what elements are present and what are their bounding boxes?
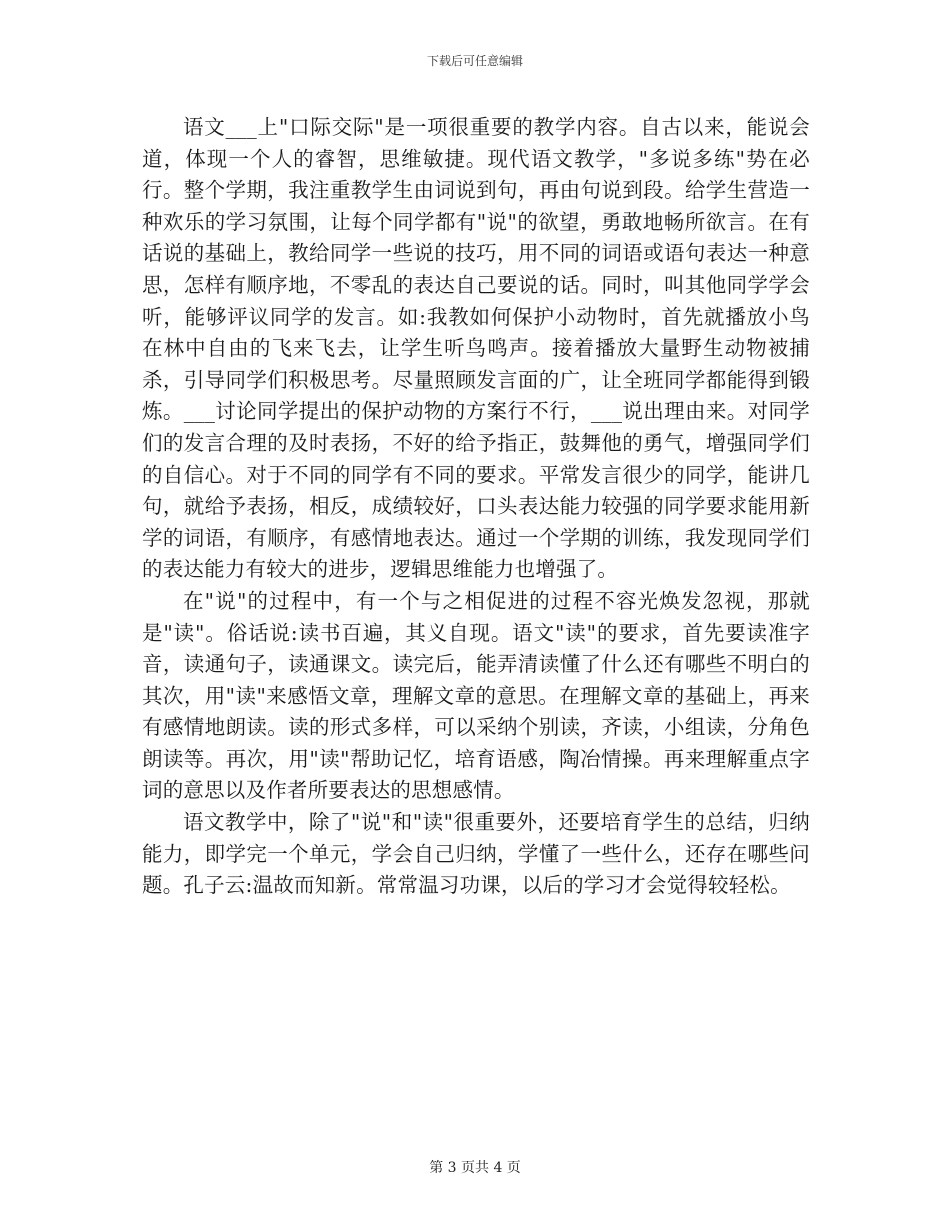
document-body <box>142 112 810 902</box>
paragraph-speaking: 语文___上"口际交际"是一项很重要的教学内容。自古以来，能说会道，体现一个人的睿智，思维敏捷。现代语文教学，"多说多练"势在必行。整个学期，我注重教学生由词说到句，再由句说到段。给学生营造一种欢乐的学习氛围，让每个同学都有"说"的欲望，勇敢地畅所欲言。在有话说的基础上，教给同学一些说的技巧，用不同的词语或语句表达一种意思，怎样有顺序地，不零乱的表达自己要说的话。同时，叫其他同学学会听，能够评议同学的发言。如:我教如何保护小动物时，首先就播放小鸟在林中自由的飞来飞去，让学生听鸟鸣声。接着播放大量野生动物被捕杀，引导同学们积极思考。尽量照顾发言面的广，让全班同学都能得到锻炼。___讨论同学提出的保护动物的方案行不行，___说出理由来。对同学们的发言合理的及时表扬，不好的给予指正，鼓舞他的勇气，增强同学们的自信心。对于不同的同学有不同的要求。平常发言很少的同学，能讲几句，就给予表扬，相反，成绩较好，口头表达能力较强的同学要求能用新学的词语，有顺序，有感情地表达。通过一个学期的训练，我发现同学们的表达能力有较大的进步，逻辑思维能力也增强了。 <box>142 115 810 582</box>
page-number-footer: 第 3 页共 4 页 <box>429 1160 521 1176</box>
paragraph-reading: 在"说"的过程中，有一个与之相促进的过程不容光焕发忽视，那就是"读"。俗话说:读书百遍，其义自现。语文"读"的要求，首先要读准字音，读通句子，读通课文。读完后，能弄清读懂了什么还有哪些不明白的其次，用"读"来感悟文章，理解文章的意思。在理解文章的基础上，再来有感情地朗读。读的形式多样，可以采纳个别读，齐读，小组读，分角色朗读等。再次，用"读"帮助记忆，培育语感，陶冶情操。再来理解重点字词的意思以及作者所要表达的思想感情。 <box>142 588 810 803</box>
page-header: 下载后可任意编辑 <box>426 54 523 68</box>
paragraph-summarizing: 语文教学中，除了"说"和"读"很重要外，还要培育学生的总结，归纳能力，即学完一个单元，学会自己归纳，学懂了一些什么，还存在哪些问题。孔子云:温故而知新。常常温习功课，以后的学习才会觉得较轻松。 <box>142 810 810 898</box>
